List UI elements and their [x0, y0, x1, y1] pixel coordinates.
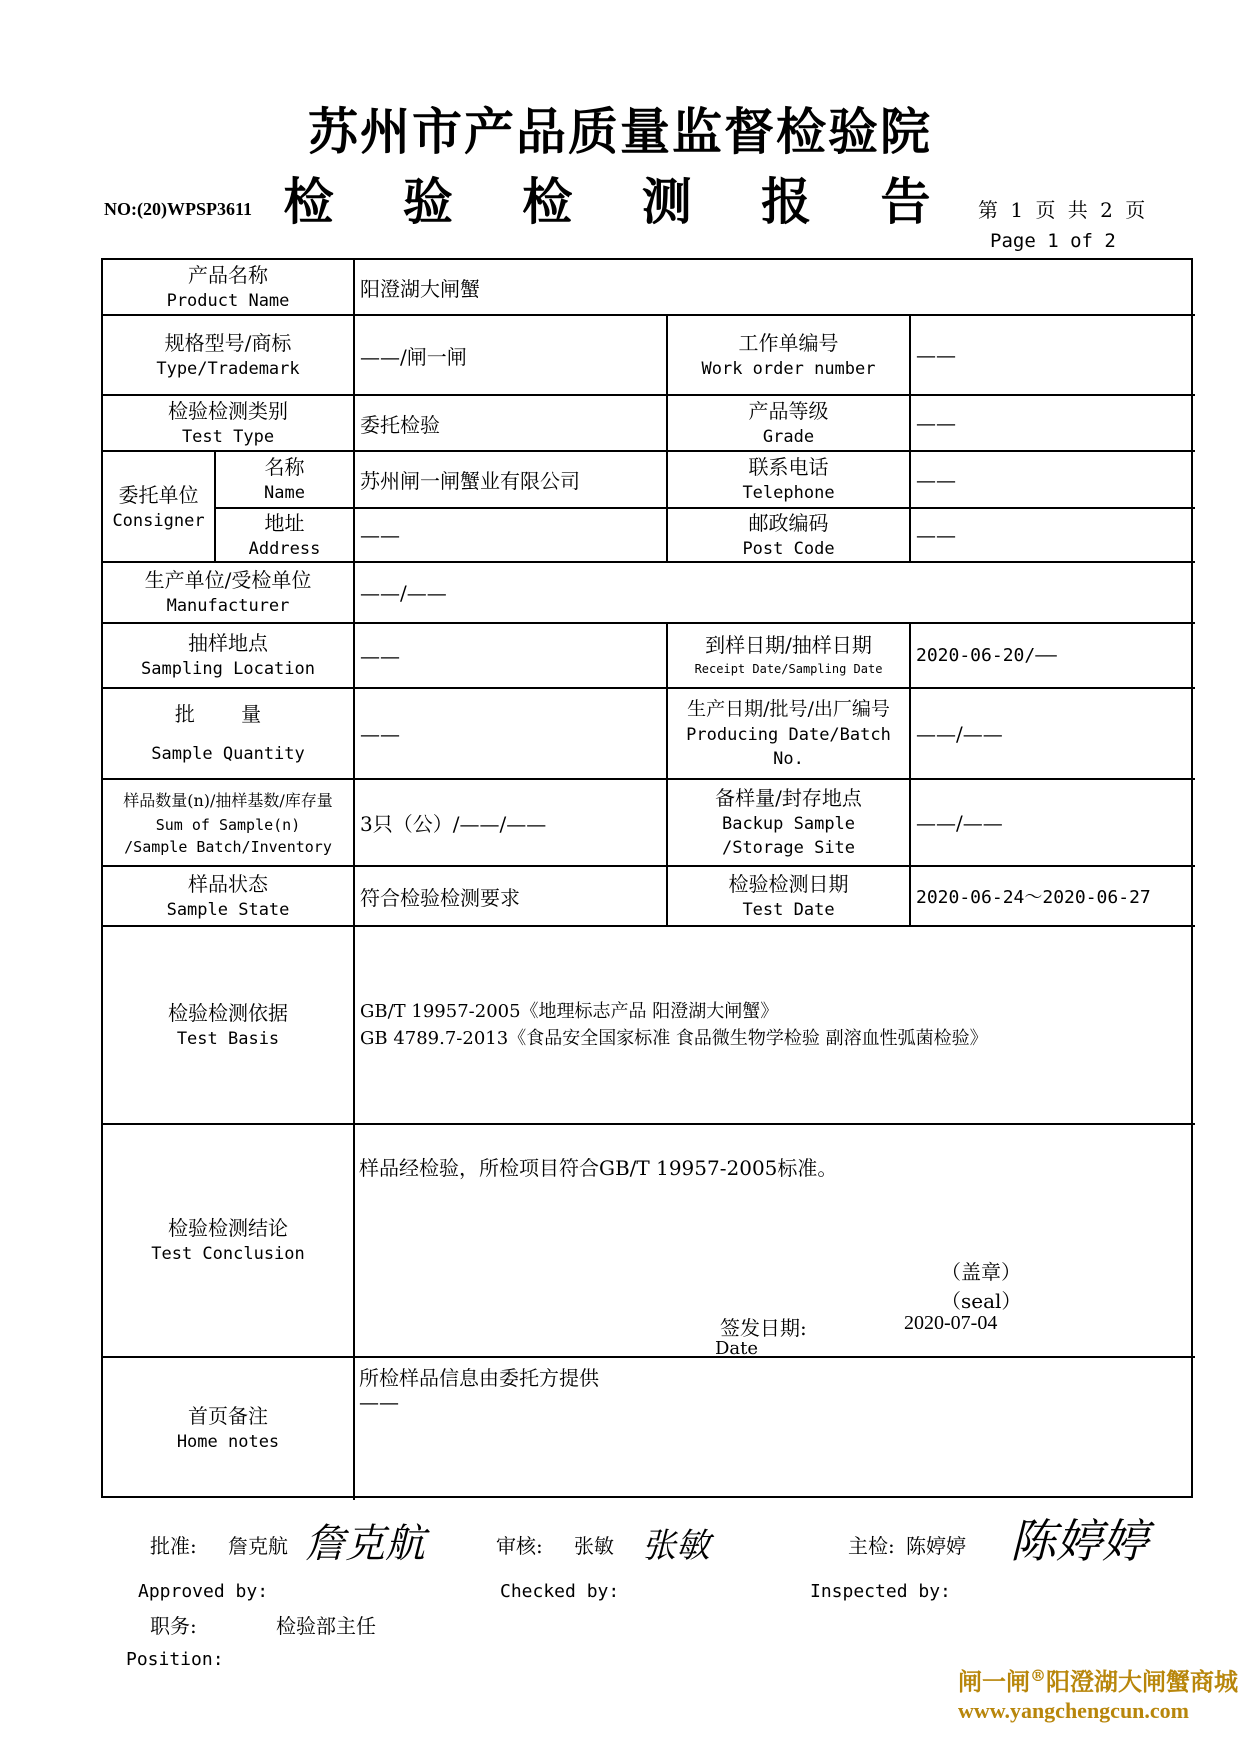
approved-name: 詹克航 [228, 1534, 288, 1558]
sampling-location-label: 抽样地点 Sampling Location [141, 631, 315, 679]
watermark-url: www.yangchengcun.com [958, 1698, 1190, 1723]
home-notes-line-1: 所检样品信息由委托方提供 [359, 1366, 599, 1390]
test-type-value: 委托检验 [360, 412, 440, 437]
product-name-value: 阳澄湖大闸蟹 [360, 276, 480, 301]
seal-cn: （盖章） [941, 1260, 1021, 1284]
inspected-label-en: Inspected by: [810, 1581, 951, 1602]
issue-date-label-en: Date [715, 1338, 759, 1359]
consigner-address-value: —— [360, 523, 400, 547]
post-code-label: 邮政编码 Post Code [742, 510, 835, 559]
backup-sample-value: ——/—— [916, 810, 1003, 835]
test-date-label: 检验检测日期 Test Date [728, 871, 849, 920]
sample-state-value: 符合检验检测要求 [360, 885, 520, 910]
test-conclusion-label: 检验检测结论 Test Conclusion [151, 1216, 305, 1264]
checked-label: 审核: [496, 1534, 543, 1558]
test-basis-value [355, 927, 1195, 1123]
test-basis-line-1: GB/T 19957-2005《地理标志产品 阳澄湖大闸蟹》 [360, 1001, 779, 1022]
position-label-en: Position: [126, 1649, 224, 1670]
page-indicator-cn: 第 1 页 共 2 页 [978, 198, 1149, 222]
inspected-signature: 陈婷婷 [1010, 1514, 1148, 1568]
consigner-name-value: 苏州闸一闸蟹业有限公司 [360, 469, 580, 493]
approved-label: 批准: [150, 1534, 197, 1558]
checked-name: 张敏 [574, 1534, 614, 1558]
product-name-label: 产品名称 Product Name [166, 262, 290, 311]
manufacturer-label: 生产单位/受检单位 Manufacturer [144, 568, 312, 616]
production-date-label: 生产日期/批号/出厂编号 Producing Date/Batch No. [686, 698, 891, 769]
backup-sample-label: 备样量/封存地点 Backup Sample /Storage Site [715, 786, 862, 858]
position-label: 职务: [150, 1614, 197, 1638]
checked-label-en: Checked by: [500, 1581, 620, 1602]
sample-quantity-label: 批 量 Sample Quantity [151, 702, 305, 764]
test-basis-label: 检验检测依据 Test Basis [168, 1000, 288, 1049]
grade-label: 产品等级 Grade [748, 398, 829, 447]
approved-label-en: Approved by: [138, 1581, 269, 1602]
receipt-date-label: 到样日期/抽样日期 Receipt Date/Sampling Date [694, 633, 883, 676]
seal-en: （seal） [941, 1289, 1022, 1313]
report-title: 检 验 检 测 报 告 [283, 172, 957, 231]
post-code-value: —— [916, 523, 956, 547]
grade-value: —— [916, 411, 956, 435]
test-date-value: 2020-06-24～2020-06-27 [916, 887, 1151, 908]
test-type-label: 检验检测类别 Test Type [168, 398, 288, 447]
consigner-label: 委托单位 Consigner [112, 482, 205, 531]
institute-name: 苏州市产品质量监督检验院 [308, 102, 932, 161]
issue-date-label: 签发日期: [720, 1316, 807, 1340]
inspected-name: 陈婷婷 [906, 1534, 966, 1558]
type-trademark-label: 规格型号/商标 Type/Trademark [156, 330, 300, 379]
type-trademark-value: ——/闸一闸 [360, 344, 467, 369]
manufacturer-value: ——/—— [360, 580, 447, 605]
telephone-value: —— [916, 467, 956, 492]
page-indicator-en: Page 1 of 2 [990, 230, 1116, 252]
sampling-location-value: —— [360, 643, 400, 668]
home-notes-label: 首页备注 Home notes [176, 1403, 280, 1452]
receipt-date-value: 2020-06-20/—— [916, 645, 1057, 666]
home-notes-line-2: —— [359, 1390, 399, 1414]
sample-quantity-value: —— [360, 721, 400, 746]
work-order-value: —— [916, 343, 956, 367]
position-value: 检验部主任 [276, 1614, 376, 1638]
sample-state-label: 样品状态 Sample State [166, 871, 290, 920]
work-order-label: 工作单编号 Work order number [701, 330, 876, 379]
sample-count-label: 样品数量(n)/抽样基数/库存量 Sum of Sample(n) /Sample Batch/Inventory [123, 791, 333, 856]
consigner-name-label: 名称 Name [264, 455, 305, 503]
test-conclusion-text: 样品经检验，所检项目符合GB/T 19957-2005标准。 [359, 1156, 838, 1180]
issue-date-value: 2020-07-04 [904, 1312, 998, 1334]
sample-count-value: 3只（公）/——/—— [360, 812, 547, 836]
report-number: NO:(20)WPSP3611 [104, 199, 252, 219]
checked-signature: 张敏 [642, 1526, 710, 1566]
watermark-brand: 闸一闸®阳澄湖大闸蟹商城 [958, 1666, 1238, 1696]
approved-signature: 詹克航 [305, 1521, 425, 1567]
report-table [101, 258, 1193, 1498]
test-basis-line-2: GB 4789.7-2013《食品安全国家标准 食品微生物学检验 副溶血性弧菌检验》 [360, 1028, 988, 1049]
telephone-label: 联系电话 Telephone [742, 455, 835, 503]
production-date-value: ——/—— [916, 721, 1003, 746]
inspected-label: 主检: [848, 1534, 895, 1558]
consigner-address-label: 地址 Address [248, 510, 321, 559]
